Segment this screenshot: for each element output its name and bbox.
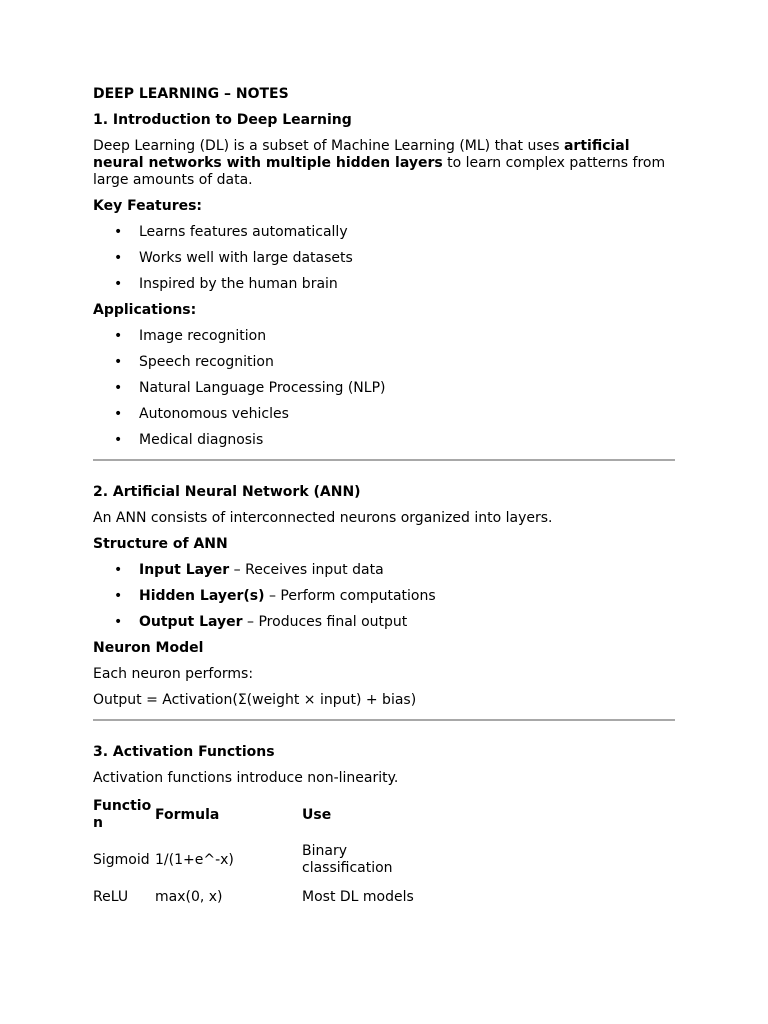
bullet-icon: • <box>114 224 123 240</box>
applications-title: Applications: <box>93 302 197 318</box>
section-1-intro <box>93 138 675 189</box>
cell-function: ReLU <box>93 888 129 905</box>
list-item <box>93 250 675 267</box>
section-divider <box>93 459 675 461</box>
bullet-icon: • <box>114 380 123 396</box>
header-function-line-2: n <box>93 815 103 831</box>
table-header-row <box>93 797 432 833</box>
header-function-line-1: Functio <box>93 798 152 814</box>
list-item <box>93 354 675 371</box>
document-page <box>93 86 675 907</box>
bullet-icon: • <box>114 614 123 630</box>
section-2-intro: An ANN consists of interconnected neurons organized into layers. <box>93 510 553 526</box>
cell-function: Sigmoid <box>93 851 150 868</box>
activation-functions-table <box>93 797 432 907</box>
section-divider <box>93 719 675 721</box>
layer-description: – Receives input data <box>229 562 384 578</box>
intro-text-end: to learn complex patterns from large amounts of data. <box>93 155 666 188</box>
cell-use-line-2: classification <box>302 860 393 876</box>
neuron-model-title: Neuron Model <box>93 640 204 656</box>
list-item <box>93 276 675 293</box>
bullet-icon: • <box>114 432 123 448</box>
table-header-function <box>93 797 155 833</box>
cell-use: Most DL models <box>302 888 414 905</box>
neuron-formula: Output = Activation(Σ(weight × input) + bias) <box>93 692 417 708</box>
list-item <box>93 614 675 631</box>
table-row <box>93 887 432 907</box>
layer-name: Hidden Layer(s) <box>139 588 265 604</box>
list-item-text: Image recognition <box>139 328 267 344</box>
bullet-icon: • <box>114 276 123 292</box>
list-item <box>93 588 675 605</box>
key-features-list <box>93 224 675 293</box>
layer-name: Input Layer <box>139 562 230 578</box>
layer-description: – Perform computations <box>264 588 436 604</box>
list-item <box>93 224 675 241</box>
list-item-text: Medical diagnosis <box>139 432 264 448</box>
list-item <box>93 562 675 579</box>
layer-name: Output Layer <box>139 614 243 630</box>
list-item <box>93 432 675 449</box>
bullet-icon: • <box>114 328 123 344</box>
section-2-heading: 2. Artificial Neural Network (ANN) <box>93 484 361 500</box>
key-features-title: Key Features: <box>93 198 203 214</box>
intro-text-bold: artificial neural networks with multiple hidden layers <box>93 138 630 171</box>
document-title: DEEP LEARNING – NOTES <box>93 86 289 102</box>
list-item-text: Learns features automatically <box>139 224 348 240</box>
list-item-text: Autonomous vehicles <box>139 406 289 422</box>
list-item-text: Inspired by the human brain <box>139 276 338 292</box>
table-header-use: Use <box>302 806 332 823</box>
structure-title: Structure of ANN <box>93 536 228 552</box>
table-row <box>93 833 432 887</box>
applications-list <box>93 328 675 449</box>
list-item <box>93 380 675 397</box>
bullet-icon: • <box>114 562 123 578</box>
intro-text-start: Deep Learning (DL) is a subset of Machine Learning (ML) that uses <box>93 138 564 154</box>
list-item-text: Works well with large datasets <box>139 250 353 266</box>
section-3-intro: Activation functions introduce non-linearity. <box>93 770 399 786</box>
section-3-heading: 3. Activation Functions <box>93 744 275 760</box>
layer-description: – Produces final output <box>242 614 408 630</box>
list-item <box>93 406 675 423</box>
list-item <box>93 328 675 345</box>
cell-formula: max(0, x) <box>155 888 223 905</box>
ann-structure-list <box>93 562 675 631</box>
section-1-heading: 1. Introduction to Deep Learning <box>93 112 352 128</box>
cell-formula: 1/(1+e^-x) <box>155 851 234 868</box>
bullet-icon: • <box>114 250 123 266</box>
bullet-icon: • <box>114 354 123 370</box>
list-item-text: Natural Language Processing (NLP) <box>139 380 386 396</box>
bullet-icon: • <box>114 588 123 604</box>
cell-use-line-1: Binary <box>302 843 347 859</box>
cell-use <box>302 833 432 887</box>
list-item-text: Speech recognition <box>139 354 274 370</box>
table-header-formula: Formula <box>155 806 220 823</box>
bullet-icon: • <box>114 406 123 422</box>
neuron-model-text: Each neuron performs: <box>93 666 254 682</box>
